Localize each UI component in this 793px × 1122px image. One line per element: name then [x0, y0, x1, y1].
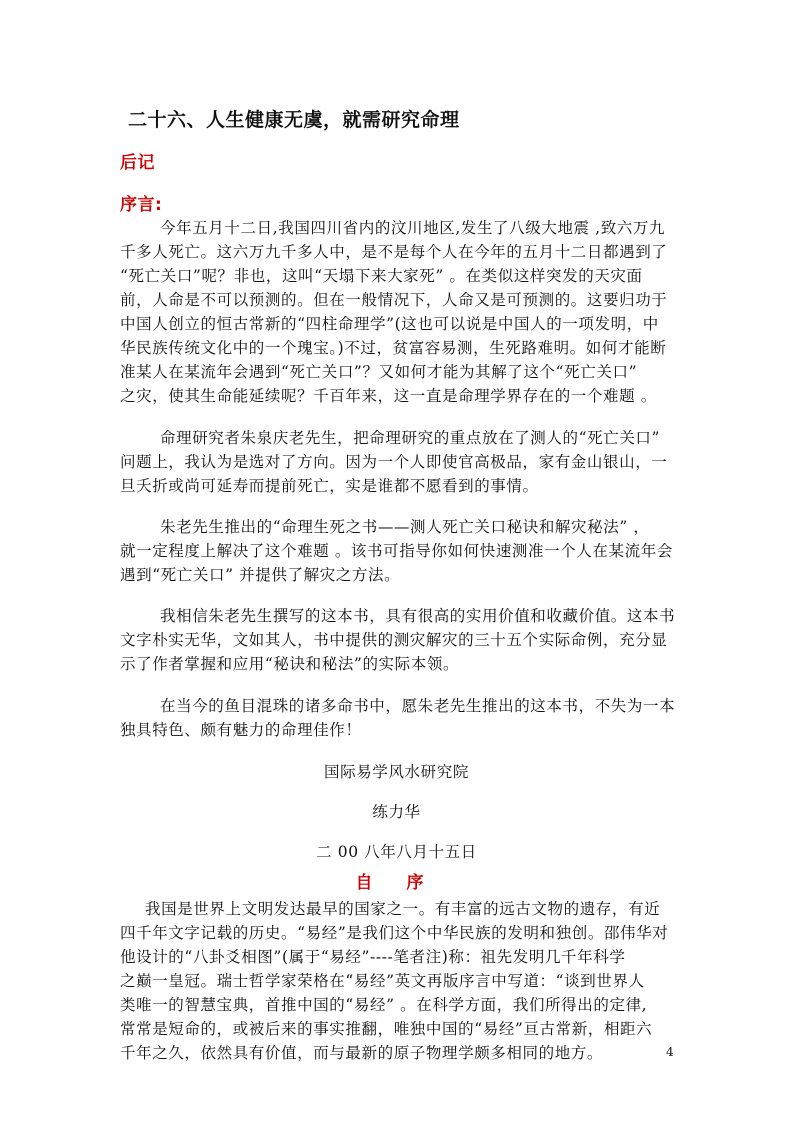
page-number: 4	[666, 1045, 674, 1059]
preface-p1-line: 前，人命是不可以预测的。但在一般情况下，人命又是可预测的。这要归功于	[120, 291, 668, 309]
preface-p2-line: 旦夭折或尚可延寿而提前死亡，实是谁都不愿看到的事情。	[120, 477, 539, 495]
toc-chapter-26: 二十六、人生健康无虞，就需研究命理	[128, 109, 460, 131]
preface-p5-line: 在当今的鱼目混珠的诸多命书中，愿朱老先生推出的这本书，不失为一本	[160, 697, 676, 715]
self-preface-line: 他设计的“八卦爻相图”(属于“易经”----笔者注)称：祖先发明几千年科学	[120, 948, 626, 966]
self-preface-line: 之巅一皇冠。瑞士哲学家荣格在“易经”英文再版序言中写道：“谈到世界人	[120, 972, 645, 990]
preface-title: 序言:	[120, 195, 163, 215]
preface-p3-line: 朱老先生推出的“命理生死之书——测人死亡关口秘诀和解灾秘法” ，	[160, 518, 650, 536]
preface-p4-line: 我相信朱老先生撰写的这本书，具有很高的实用价值和收藏价值。这本书	[160, 607, 676, 625]
preface-p3-line: 遇到“死亡关口” 并提供了解灾之方法。	[120, 566, 401, 584]
preface-p5-line: 独具特色、颇有魅力的命理佳作！	[120, 721, 362, 739]
self-preface-line: 千年之久，依然具有价值，而与最新的原子物理学颇多相同的地方。	[120, 1044, 604, 1062]
preface-p2-line: 命理研究者朱泉庆老先生，把命理研究的重点放在了测人的“死亡关口”	[160, 429, 661, 447]
self-preface-title: 自 序	[355, 873, 438, 893]
self-preface-line: 四千年文字记载的历史。“易经”是我们这个中华民族的发明和独创。邵伟华对	[120, 924, 669, 942]
toc-afterword: 后记	[120, 153, 155, 173]
preface-p1-line: 千多人死亡。这六万九千多人中，是不是每个人在今年的五月十二日都遇到了	[120, 243, 668, 261]
self-preface-line: 类唯一的智慧宝典，首推中国的“易经” 。在科学方面，我们所得出的定律,	[120, 996, 648, 1014]
preface-p1-line: 中国人创立的恒古常新的“四柱命理学”(这也可以说是中国人的一项发明，中	[120, 315, 659, 333]
preface-p4-line: 示了作者掌握和应用“秘诀和秘法”的实际本领。	[120, 655, 460, 673]
preface-p1-line: 华民族传统文化中的一个瑰宝。)不过，贫富容易测，生死路难明。如何才能断	[120, 339, 667, 357]
signature-org: 国际易学风水研究院	[324, 763, 469, 781]
signature-date: 二 00 八年八月十五日	[316, 843, 477, 861]
self-preface-line: 常常是短命的，或被后来的事实推翻，唯独中国的“易经”亘古常新，相距六	[120, 1020, 653, 1038]
preface-p3-line: 就一定程度上解决了这个难题 。该书可指导你如何快速测准一个人在某流年会	[120, 542, 673, 560]
preface-p1-line: 之灾，使其生命能延续呢？千百年来，这一直是命理学界存在的一个难题 。	[120, 387, 657, 405]
preface-p1-line: 准某人在某流年会遇到“死亡关口”？又如何才能为其解了这个“死亡关口”	[120, 363, 638, 381]
self-preface-line: 我国是世界上文明发达最早的国家之一。有丰富的远古文物的遗存，有近	[145, 900, 661, 918]
preface-p2-line: 问题上，我认为是选对了方向。因为一个人即使官高极品，家有金山银山，一	[120, 453, 668, 471]
signature-author: 练力华	[372, 803, 421, 821]
preface-p1-line: “死亡关口”呢？非也，这叫“天塌下来大家死” 。在类似这样突发的天灾面	[120, 267, 643, 285]
preface-p1-line: 今年五月十二日,我国四川省内的汶川地区,发生了八级大地震 ,致六万九	[160, 219, 666, 237]
preface-p4-line: 文字朴实无华，文如其人，书中提供的测灾解灾的三十五个实际命例，充分显	[120, 631, 668, 649]
